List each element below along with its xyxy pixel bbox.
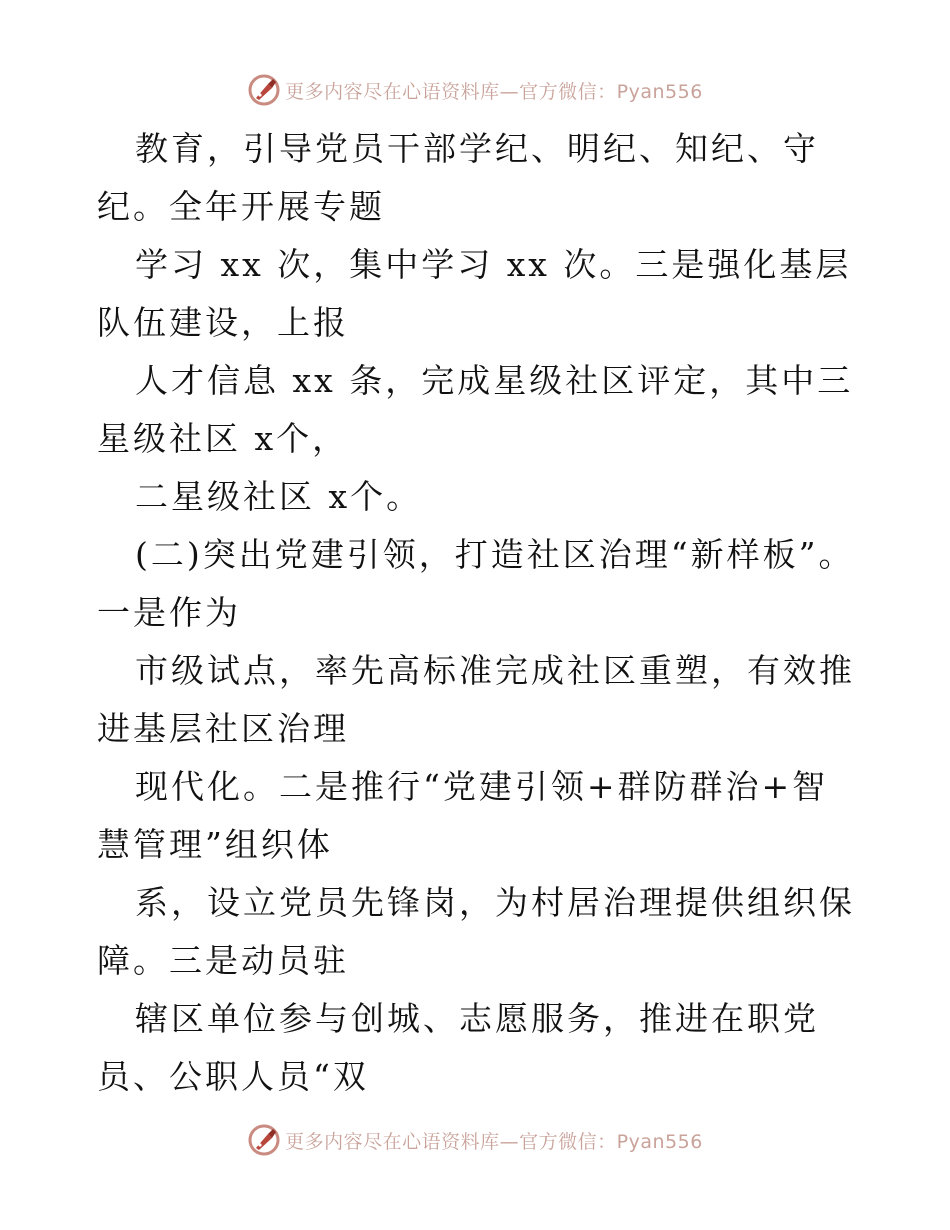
- body-paragraph: 学习 xx 次，集中学习 xx 次。三是强化基层队伍建设，上报: [97, 245, 852, 342]
- body-paragraph: 二星级社区 x个。: [135, 477, 423, 516]
- body-paragraph: 辖区单位参与创城、志愿服务，推进在职党员、公职人员“双: [97, 999, 819, 1096]
- document-body: [97, 120, 857, 1106]
- header-watermark: [0, 70, 950, 110]
- body-paragraph: 教育，引导党员干部学纪、明纪、知纪、守纪。全年开展专题: [97, 129, 819, 226]
- watermark-text: 更多内容尽在心语资料库—官方微信：Pyan556: [285, 1130, 703, 1153]
- body-paragraph: 市级试点，率先高标准完成社区重塑，有效推进基层社区治理: [97, 651, 855, 748]
- body-paragraph: (二)突出党建引领，打造社区治理“新样板”。一是作为: [97, 535, 855, 632]
- watermark-text: 更多内容尽在心语资料库—官方微信：Pyan556: [285, 80, 703, 103]
- pen-nib-icon: [247, 73, 281, 107]
- body-paragraph: 现代化。二是推行“党建引领+群防群治+智慧管理”组织体: [97, 767, 829, 864]
- body-paragraph: 系，设立党员先锋岗，为村居治理提供组织保障。三是动员驻: [97, 883, 855, 980]
- body-paragraph: 人才信息 xx 条，完成星级社区评定，其中三星级社区 x个，: [97, 361, 854, 458]
- footer-watermark: [0, 1120, 950, 1160]
- pen-nib-icon: [247, 1123, 281, 1157]
